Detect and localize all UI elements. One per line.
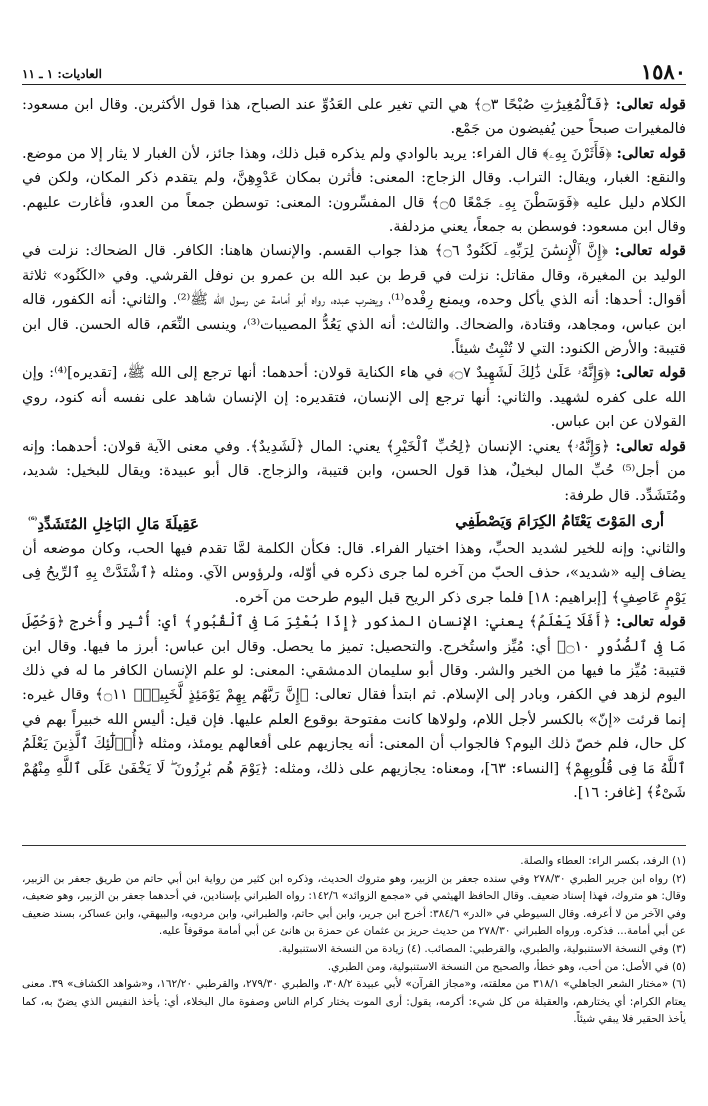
paragraph-text: ﴿وَإِنَّهُۥ﴾ يعني: الإنسان ﴿لِحُبِّ ٱلْخَيْرِ﴾ يعني: المال ﴿لَشَدِيدٌ﴾. وفي معنى الآية قولان: أحدهما: وإنه من أجل⁽⁵⁾ حُبِّ المال لبخيلٌ، هذا قول الحسن، وابن قتيبة، والزجاج. قال أبو عبيدة: ويقال للبخيل: شديد، ومُتَشَدِّد. قال طرفة: [22,437,686,504]
paragraph-lead: قوله تعالى: [615,96,686,113]
footnote: (١) الرفد، بكسر الراء: العطاء والصلة. [520,855,686,867]
verse-footnote-marker: ⁽⁶⁾ [28,515,38,526]
paragraph-lead: قوله تعالى: [615,437,686,455]
footnotes [22,845,686,1029]
page [22,50,686,1100]
paragraph-lead: قوله تعالى: [616,144,686,162]
paragraph [22,93,686,142]
paragraph-lead: قوله تعالى: [614,242,686,260]
main-text [22,93,686,805]
page-number: ١٥٨٠ [640,59,686,84]
paragraph-lead: قوله تعالى: [615,364,686,382]
paragraph-text: ﴿فَأَثَرْنَ بِهِۦ﴾ قال الفراء: يريد بالوادي ولم يذكره قبل ذلك، وهذا جائز، لأن الغبار لا يثار إلا من موضع. والنقع: الغبار، ويقال: التراب. وقال الزجاج: المعنى: فأثرن بمكان عَدْوِهِنَّ، ولم يتقدم ذكر المكان، ولكن في الكلام دليل عليه ﴿فَوَسَطْنَ بِهِۦ جَمْعًا ۝٥﴾ قال المفسِّرون: المعنى: توسطن جمعاً من العدو، فأغارت عليهم. وقال ابن مسعود: فوسطن به جمعاً، يعني مزدلفة. [22,144,686,236]
footnote: (٢) رواه ابن جرير الطبري ٢٧٨/٣٠ وفي سنده جعفر بن الزبير، وهو متروك الحديث، وذكره ابن كثير من رواية ابن أبي حاتم من طريق جعفر بن الزبير، وقال: هو متروك، فهذا إسناد ضعيف. وقال الحافظ الهيثمي في «مجمع الزوائد» ١٤٢/٦: رواه الطبراني بإسنادين، في أحدهما جعفر بن الزبير، وهو ضعيف، وفي الآخر من لا أعرفه. وقال السيوطي في «الدر» ٣٨٤/٦: أخرج ابن جرير، وابن أبي حاتم، والطبراني، وابن مردويه، والبيهقي، وابن عساكر، بسند ضعيف عن أبي أمامة... فذكره. ورواه الطبراني ٢٧٨/٣٠ من حديث حريز بن عثمان عن حمزة بن هانئ عن أبي أمامة موقوفاً عليه. [22,872,686,938]
paragraph-text: والثاني: وإنه للخير لشديد الحبِّ، وهذا اختيار الفراء. قال: فكأن الكلمة لمَّا تقدم فيها الحب، وكان موضعه أن يضاف إليه «شديد»، حذف الحبّ من آخره لما جرى ذكره في أوّله، ولرؤوس الآي. ومثله ﴿ٱشْتَدَّتْ بِهِ ٱلرِّيحُ فِى يَوْمٍ عَاصِفٍ﴾ [إبراهيم: ١٨] فلما جرى ذكر الريح قبل اليوم طرحت من آخره. [22,539,686,606]
paragraph [22,142,686,240]
poetry-verse [22,508,686,537]
paragraph-text: ﴿فَٱلْمُغِيرَٰتِ صُبْحًا ۝٣﴾ هي التي تغير على العَدُوِّ عند الصباح، هذا قول الأكثرين. وقال ابن مسعود: فالمغيرات صبحاً حين يُفيضون من جَمْع. [22,96,686,138]
running-head: العاديات: ١ ـ ١١ [22,67,102,81]
paragraph-text: ﴿إِنَّ ٱلْإِنسَٰنَ لِرَبِّهِۦ لَكَنُودٌ ۝٦﴾ هذا جواب القسم. والإنسان هاهنا: الكافر. قال الضحاك: نزلت في الوليد بن المغيرة، وقال مقاتل: نزلت في قرط بن عبد الله بن عمرو بن نوفل القرشي. وفي «الكَنُود» ثلاثة أقوال: أحدها: أنه الذي يأكل وحده، ويمنع رِفْده⁽¹⁾، ويضرب عبده، رواه أبو أمامة عن رسول الله ﷺ⁽²⁾. والثاني: أنه الكفور، قاله ابن عباس، ومجاهد، وقتادة، والضحاك. والثالث: أنه الذي يَعُدُّ المصيبات⁽³⁾، وينسى النِّعَم، قاله الحسن. قال ابن قتيبة: والأرض الكنود: التي لا تُنْبِتُ شيئاً. [22,242,686,358]
paragraph [22,361,686,434]
verse-first-hemistich: أرى المَوْتَ يَعْتَامُ الكِرَامَ وَيَصْطَفِي [455,511,664,530]
verse-hemistich-text: عَقِيلَةَ مَالِ البَاخِلِ المُتَشَدِّدِ [37,514,199,533]
paragraph [22,610,686,805]
page-header [22,50,686,85]
paragraph-text: ﴿أَفَلَا يَعْلَمُ﴾ يعني: الإنسان المذكور ﴿إِذَا بُعْثِرَ مَا فِى ٱلْقُبُورِ﴾ أي: أُثير وأُخرج ﴿وَحُصِّلَ مَا فِى ٱلصُّدُورِ ۝١٠﴾ أي: مُيِّز واستُخرج. والتحصيل: تميز ما يحصل. وقال ابن عباس: أبرز ما فيها. وقال ابن قتيبة: مُيِّز ما فيها من الخير والشر. وقال أبو سليمان الدمشقي: المعنى: لو علم الإنسان الكافر ما له في ذلك اليوم لزهد في الكفر، وبادر إلى الإسلام. ثم ابتدأ فقال تعالى: ﴿إِنَّ رَبَّهُم بِهِمْ يَوْمَئِذٍ لَّخَبِيرٌۢ ۝١١﴾ وقال غيره: إنما قرئت «إنّ» بالكسر لأجل اللام، ولولاها كانت مفتوحة بوقوع العلم عليها. فإن قيل: أليس الله خبيراً بهم في كل حال، فلم خصّ ذلك اليوم؟ فالجواب أن المعنى: أنه يجازيهم على أفعالهم يومئذ، ومثله ﴿أُو۟لَٰٓئِكَ ٱلَّذِينَ يَعْلَمُ ٱللَّهُ مَا فِى قُلُوبِهِمْ﴾ [النساء: ٦٣]، ومعناه: يجازيهم على ذلك، ومثله: ﴿يَوْمَ هُم بَٰرِزُونَ ۖ لَا يَخْفَىٰ عَلَى ٱللَّهِ مِنْهُمْ شَىْءٌ﴾ [غافر: ١٦]. [22,613,686,801]
paragraph-text: ﴿وَإِنَّهُۥ عَلَىٰ ذَٰلِكَ لَشَهِيدٌ ۝٧﴾ في هاء الكناية قولان: أحدهما: أنها ترجع إلى الله ﷺ، [تقديره]⁽⁴⁾: وإن الله على كفره لشهيد. والثاني: أنها ترجع إلى الإنسان، فتقديره: إن الإنسان شاهد على نفسه أنه كنود، روي القولان عن ابن عباس. [22,364,686,431]
paragraph [22,435,686,508]
footnote: (٦) «مختار الشعر الجاهلي» ٣١٨/١ من معلقته، و«مجاز القرآن» لأبي عبيدة ٣٠٨/٢، والطبري ٢٧٩/٣٠، والقرطبي ١٦٢/٢٠، و«شواهد الكشاف» ٣٩. معنى يعتام الكرام: أي يختارهم، والعقيلة من كل شيء: أكرمه، يقول: أرى الموت يختار كرام الناس وصفوة مال البخلاء، أي: يأخذ النفيس الذي يضنّ به، كما يأخذ الحقير فلا يبقي شيئاً. [22,978,686,1026]
paragraph [22,537,686,610]
paragraph-lead: قوله تعالى: [616,613,686,631]
footnote: (٥) في الأصل: من أحب، وهو خطأ، والصحيح من النسخة الاستنبولية، ومن الطبري. [327,960,686,973]
paragraph [22,239,686,361]
footnote: (٣) وفي النسخة الاستنبولية، والطبري، والقرطبي: المصائب. (٤) زيادة من النسخة الاستنبولية. [278,942,686,955]
verse-second-hemistich [28,508,199,537]
